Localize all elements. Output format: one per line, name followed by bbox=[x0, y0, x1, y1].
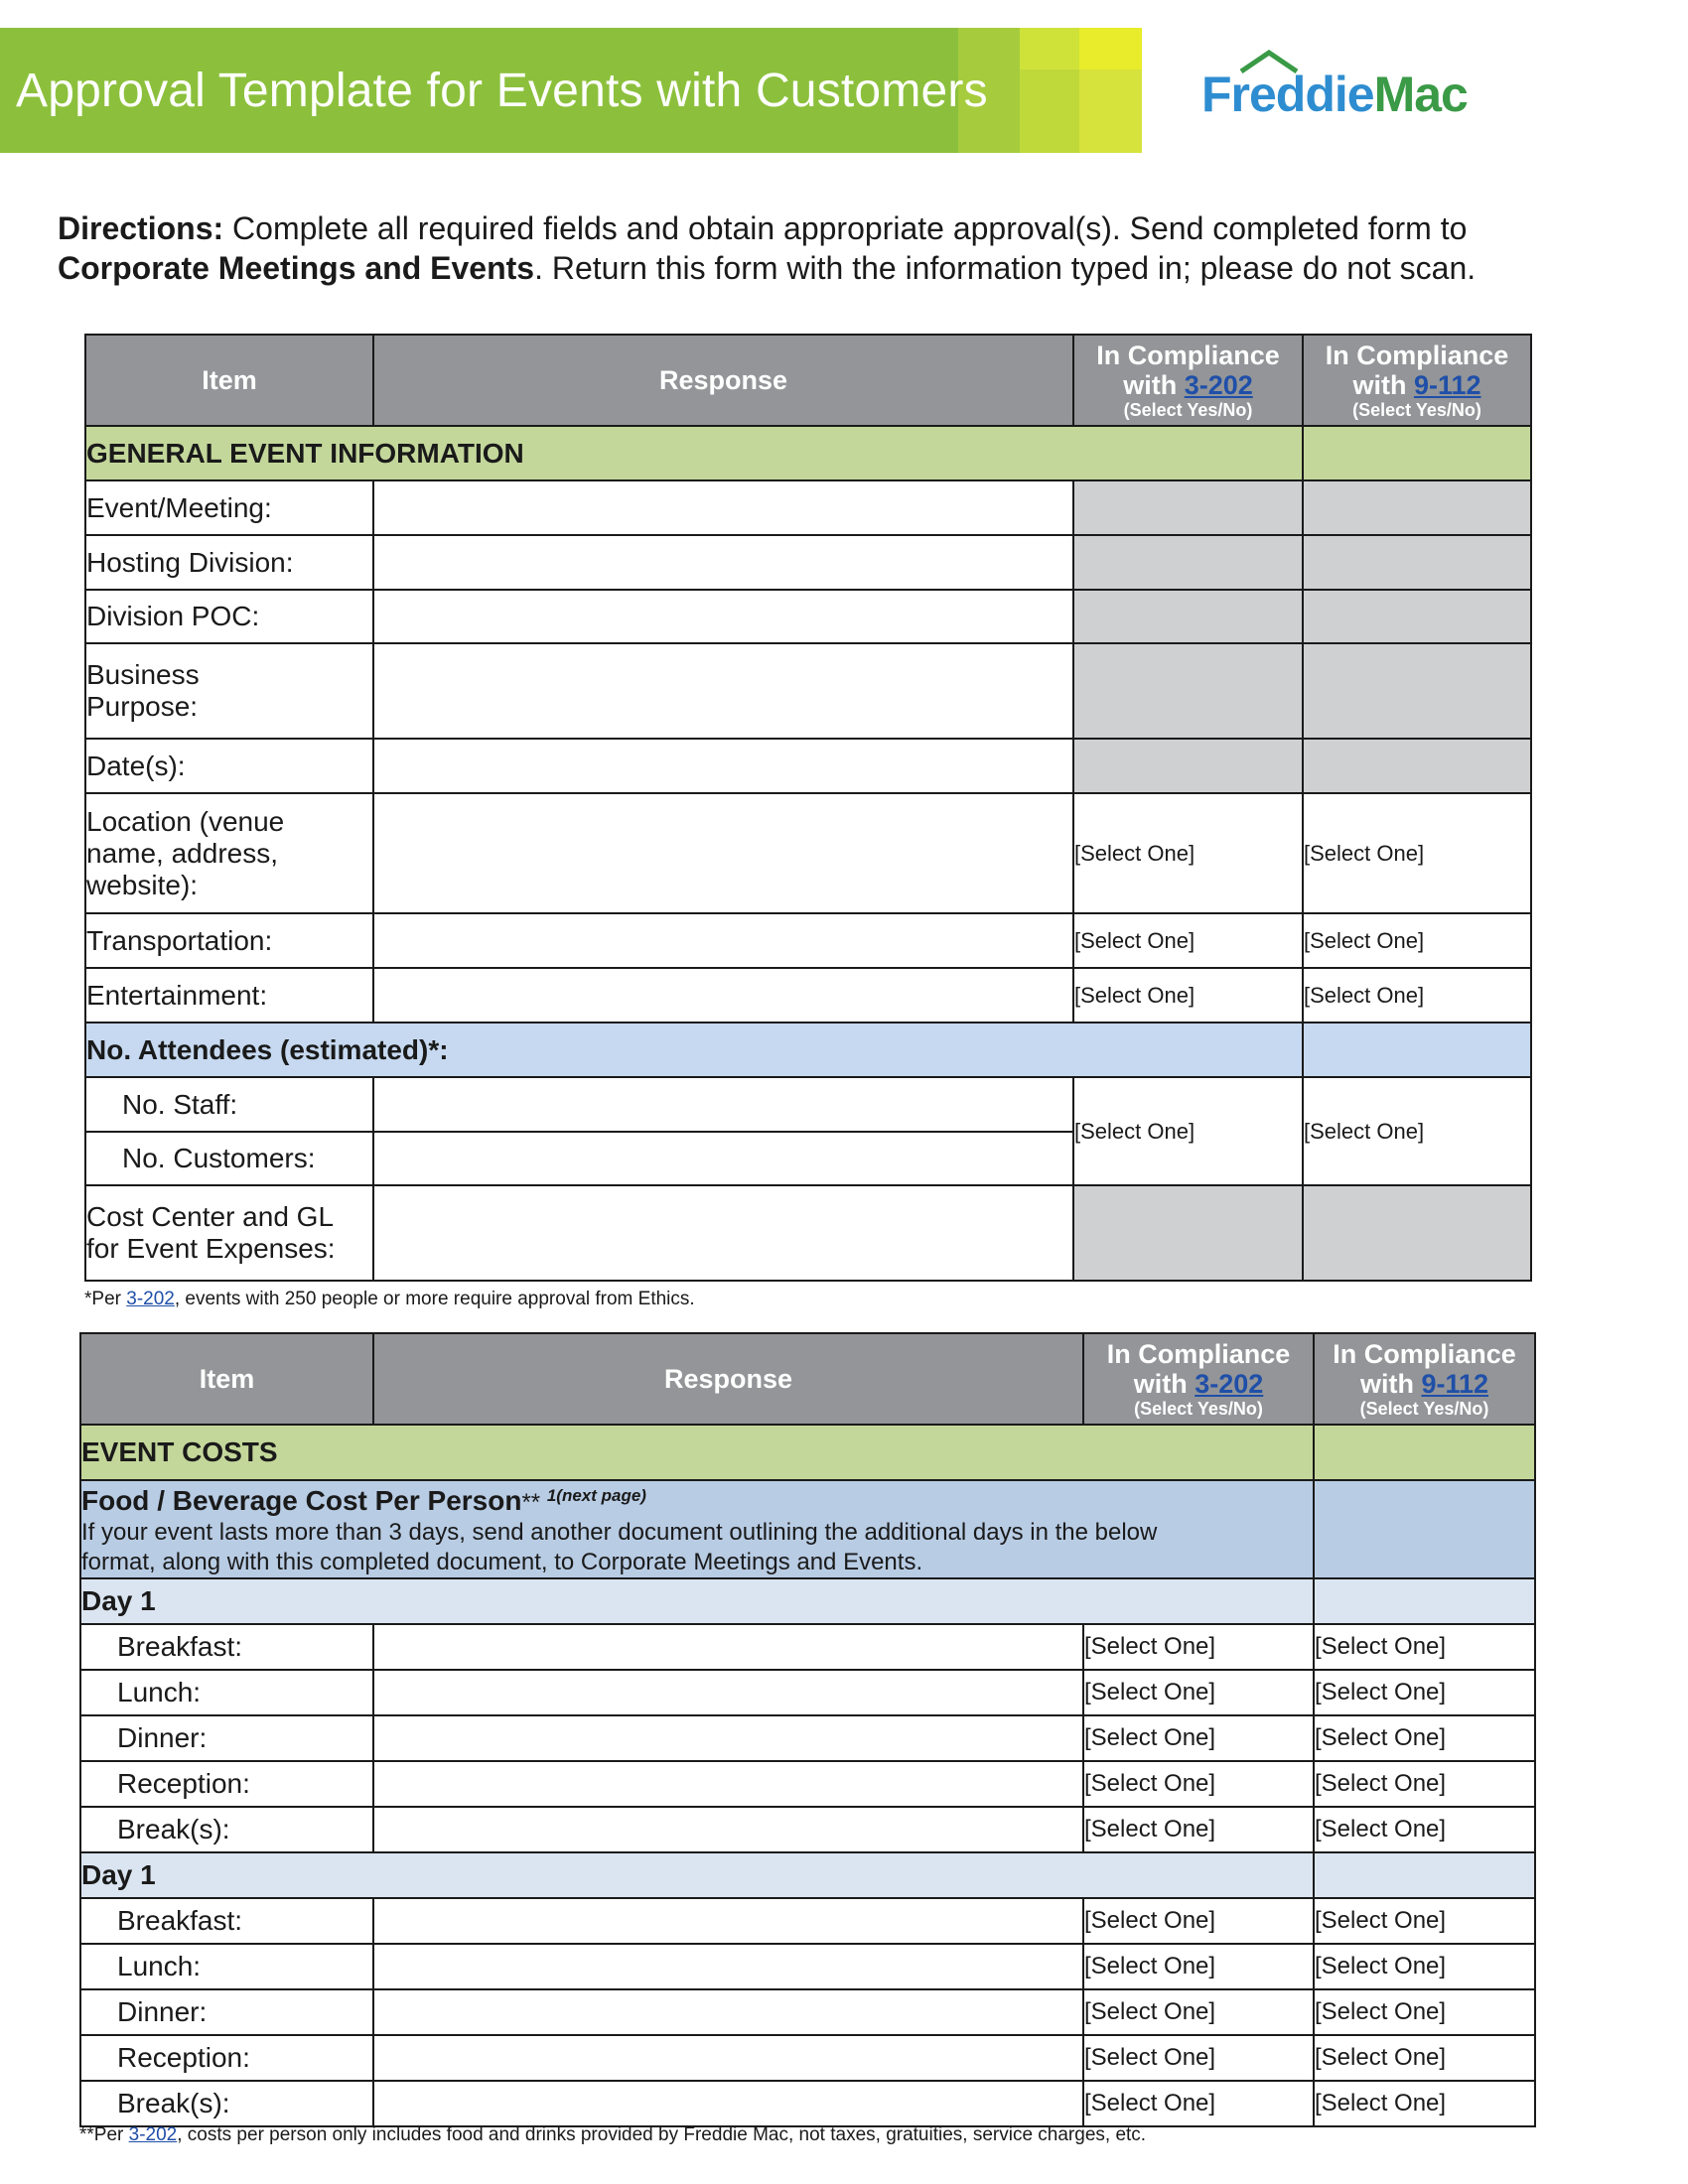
response-location[interactable] bbox=[373, 793, 1073, 913]
policy-link-3-202[interactable]: 3-202 bbox=[1195, 1369, 1264, 1399]
response-no-staff[interactable] bbox=[373, 1077, 1073, 1132]
response-meal-cost[interactable] bbox=[373, 1670, 1083, 1715]
logo-text bbox=[1201, 66, 1468, 123]
select-compliance-3-202[interactable]: [Select One] bbox=[1073, 913, 1303, 968]
select-hint: (Select Yes/No) bbox=[1134, 1399, 1263, 1419]
select-compliance-9-112[interactable]: [Select One] bbox=[1314, 1989, 1535, 2035]
select-hint: (Select Yes/No) bbox=[1352, 400, 1481, 420]
table-header-row bbox=[85, 335, 1531, 426]
table-row bbox=[80, 1807, 1535, 1852]
label-meal: Reception: bbox=[80, 1761, 373, 1807]
label-meal: Lunch: bbox=[80, 1670, 373, 1715]
response-meal-cost[interactable] bbox=[373, 1989, 1083, 2035]
section-title-attendees: No. Attendees (estimated)*: bbox=[85, 1023, 1303, 1077]
select-hint: (Select Yes/No) bbox=[1359, 1399, 1489, 1419]
column-header-compliance-9-112: In Compliance with 9-112 (Select Yes/No) bbox=[1314, 1333, 1535, 1425]
response-business-purpose[interactable] bbox=[373, 643, 1073, 739]
response-cost-center[interactable] bbox=[373, 1185, 1073, 1281]
response-meal-cost[interactable] bbox=[373, 1624, 1083, 1670]
header-banner bbox=[0, 28, 1142, 153]
section-row-attendees bbox=[85, 1023, 1531, 1077]
response-meal-cost[interactable] bbox=[373, 1761, 1083, 1807]
response-hosting-division[interactable] bbox=[373, 535, 1073, 590]
select-compliance-9-112[interactable]: [Select One] bbox=[1314, 1715, 1535, 1761]
select-compliance-3-202[interactable]: [Select One] bbox=[1083, 1624, 1314, 1670]
compliance-cell-disabled bbox=[1073, 535, 1303, 590]
directions-text-2: . Return this form with the information typed in; please do not scan. bbox=[534, 250, 1477, 286]
select-compliance-9-112[interactable]: [Select One] bbox=[1303, 1077, 1531, 1185]
table-row bbox=[80, 2035, 1535, 2081]
select-compliance-3-202[interactable]: [Select One] bbox=[1083, 2081, 1314, 2126]
table-row bbox=[80, 1944, 1535, 1989]
table-row bbox=[85, 643, 1531, 739]
section-row-costs bbox=[80, 1425, 1535, 1480]
compliance-cell-disabled bbox=[1303, 1185, 1531, 1281]
table-row bbox=[80, 1670, 1535, 1715]
select-compliance-9-112[interactable]: [Select One] bbox=[1314, 1670, 1535, 1715]
compliance-cell-disabled bbox=[1073, 739, 1303, 793]
select-compliance-3-202[interactable]: [Select One] bbox=[1083, 1898, 1314, 1944]
banner-accent-block bbox=[1079, 28, 1142, 69]
label-event-meeting: Event/Meeting: bbox=[85, 480, 373, 535]
response-meal-cost[interactable] bbox=[373, 2081, 1083, 2126]
label-transportation: Transportation: bbox=[85, 913, 373, 968]
label-cost-center: Cost Center and GL for Event Expenses: bbox=[85, 1185, 373, 1281]
day-row bbox=[80, 1578, 1535, 1624]
label-meal: Lunch: bbox=[80, 1944, 373, 1989]
label-meal: Dinner: bbox=[80, 1715, 373, 1761]
table-row bbox=[85, 535, 1531, 590]
compliance-cell-disabled bbox=[1303, 739, 1531, 793]
select-compliance-9-112[interactable]: [Select One] bbox=[1314, 1807, 1535, 1852]
compliance-cell-disabled bbox=[1073, 643, 1303, 739]
response-dates[interactable] bbox=[373, 739, 1073, 793]
compliance-cell-disabled bbox=[1303, 590, 1531, 643]
policy-link-3-202[interactable]: 3-202 bbox=[126, 1289, 175, 1309]
select-hint: (Select Yes/No) bbox=[1123, 400, 1253, 420]
response-meal-cost[interactable] bbox=[373, 1715, 1083, 1761]
select-compliance-3-202[interactable]: [Select One] bbox=[1083, 1715, 1314, 1761]
table-row bbox=[80, 1761, 1535, 1807]
response-division-poc[interactable] bbox=[373, 590, 1073, 643]
label-no-customers: No. Customers: bbox=[85, 1132, 373, 1185]
day-row bbox=[80, 1852, 1535, 1898]
section-cell bbox=[1314, 1852, 1535, 1898]
compliance-cell-disabled bbox=[1073, 480, 1303, 535]
compliance-cell-disabled bbox=[1303, 480, 1531, 535]
label-business-purpose: Business Purpose: bbox=[85, 643, 373, 739]
label-meal: Breakfast: bbox=[80, 1898, 373, 1944]
response-meal-cost[interactable] bbox=[373, 1944, 1083, 1989]
response-meal-cost[interactable] bbox=[373, 1898, 1083, 1944]
food-beverage-row bbox=[80, 1480, 1535, 1578]
freddie-mac-logo bbox=[1201, 50, 1499, 129]
label-no-staff: No. Staff: bbox=[85, 1077, 373, 1132]
select-compliance-9-112[interactable]: [Select One] bbox=[1303, 793, 1531, 913]
column-header-item: Item bbox=[80, 1333, 373, 1425]
table-row bbox=[80, 2081, 1535, 2126]
select-compliance-3-202[interactable]: [Select One] bbox=[1083, 1944, 1314, 1989]
select-compliance-3-202[interactable]: [Select One] bbox=[1083, 1807, 1314, 1852]
day-title: Day 1 bbox=[80, 1578, 1314, 1624]
general-info-table bbox=[84, 334, 1532, 1282]
table-row bbox=[85, 793, 1531, 913]
label-dates: Date(s): bbox=[85, 739, 373, 793]
select-compliance-3-202[interactable]: [Select One] bbox=[1073, 968, 1303, 1023]
section-title-general: GENERAL EVENT INFORMATION bbox=[85, 426, 1303, 480]
table-row bbox=[80, 1715, 1535, 1761]
compliance-cell-disabled bbox=[1303, 535, 1531, 590]
table-row bbox=[80, 1624, 1535, 1670]
compliance-cell-disabled bbox=[1303, 643, 1531, 739]
day-title: Day 1 bbox=[80, 1852, 1314, 1898]
table-row bbox=[85, 590, 1531, 643]
select-compliance-9-112[interactable]: [Select One] bbox=[1314, 2035, 1535, 2081]
section-title-costs: EVENT COSTS bbox=[80, 1425, 1314, 1480]
directions-label: Directions: bbox=[58, 210, 224, 246]
label-meal: Breakfast: bbox=[80, 1624, 373, 1670]
section-cell bbox=[1314, 1425, 1535, 1480]
select-compliance-9-112[interactable]: [Select One] bbox=[1303, 968, 1531, 1023]
label-meal: Break(s): bbox=[80, 2081, 373, 2126]
select-compliance-9-112[interactable]: [Select One] bbox=[1314, 1944, 1535, 1989]
table-row bbox=[80, 1898, 1535, 1944]
select-compliance-9-112[interactable]: [Select One] bbox=[1314, 1898, 1535, 1944]
select-compliance-3-202[interactable]: [Select One] bbox=[1073, 793, 1303, 913]
table-row bbox=[85, 739, 1531, 793]
directions-text: Complete all required fields and obtain appropriate approval(s). Send completed form to bbox=[223, 210, 1468, 246]
table-row bbox=[80, 1989, 1535, 2035]
policy-link-3-202[interactable]: 3-202 bbox=[1184, 370, 1253, 400]
table-row bbox=[85, 968, 1531, 1023]
column-header-compliance-3-202: In Compliance with 3-202 (Select Yes/No) bbox=[1083, 1333, 1314, 1425]
policy-link-9-112[interactable]: 9-112 bbox=[1413, 370, 1481, 400]
page-title: Approval Template for Events with Customers bbox=[16, 65, 988, 117]
section-cell bbox=[1314, 1578, 1535, 1624]
label-entertainment: Entertainment: bbox=[85, 968, 373, 1023]
section-cell bbox=[1314, 1480, 1535, 1578]
table-row bbox=[85, 913, 1531, 968]
select-compliance-9-112[interactable]: [Select One] bbox=[1303, 913, 1531, 968]
footnote-costs: **Per 3-202, costs per person only includes food and drinks provided by Freddie Mac, not taxes, gratuities, service charges, etc. bbox=[79, 2124, 1147, 2145]
response-meal-cost[interactable] bbox=[373, 1807, 1083, 1852]
logo-text-freddie: Freddie bbox=[1201, 67, 1374, 122]
column-header-compliance-3-202: In Compliance with 3-202 (Select Yes/No) bbox=[1073, 335, 1303, 426]
compliance-cell-disabled bbox=[1073, 1185, 1303, 1281]
select-compliance-9-112[interactable]: [Select One] bbox=[1314, 1624, 1535, 1670]
table-header-row bbox=[80, 1333, 1535, 1425]
table-row bbox=[85, 480, 1531, 535]
footnote-attendees: *Per 3-202, events with 250 people or more require approval from Ethics. bbox=[84, 1289, 695, 1309]
directions-recipient: Corporate Meetings and Events bbox=[58, 250, 535, 286]
directions bbox=[58, 208, 1646, 288]
food-beverage-instructions: Food / Beverage Cost Per Person** $^{1(next page)}$ If your event lasts more than 3 days, send another document outlining the additional days in the below format, along with this completed document, to Corporate Meetings and Events. bbox=[80, 1480, 1314, 1578]
response-meal-cost[interactable] bbox=[373, 2035, 1083, 2081]
column-header-response: Response bbox=[373, 1333, 1083, 1425]
label-hosting-division: Hosting Division: bbox=[85, 535, 373, 590]
label-meal: Break(s): bbox=[80, 1807, 373, 1852]
select-compliance-3-202[interactable]: [Select One] bbox=[1083, 1989, 1314, 2035]
event-costs-table bbox=[79, 1332, 1536, 2127]
select-compliance-3-202[interactable]: [Select One] bbox=[1083, 1670, 1314, 1715]
select-compliance-3-202[interactable]: [Select One] bbox=[1073, 1077, 1303, 1185]
select-compliance-3-202[interactable]: [Select One] bbox=[1083, 2035, 1314, 2081]
column-header-response: Response bbox=[373, 335, 1073, 426]
response-transportation[interactable] bbox=[373, 913, 1073, 968]
policy-link-3-202[interactable]: 3-202 bbox=[128, 2124, 178, 2145]
select-compliance-3-202[interactable]: [Select One] bbox=[1083, 1761, 1314, 1807]
section-row-general bbox=[85, 426, 1531, 480]
column-header-compliance-9-112: In Compliance with 9-112 (Select Yes/No) bbox=[1303, 335, 1531, 426]
section-cell bbox=[1303, 426, 1531, 480]
logo-text-mac: Mac bbox=[1373, 67, 1468, 122]
select-compliance-9-112[interactable]: [Select One] bbox=[1314, 1761, 1535, 1807]
footnote-ref: 1(next page) bbox=[546, 1486, 646, 1505]
label-meal: Dinner: bbox=[80, 1989, 373, 2035]
table-row bbox=[85, 1185, 1531, 1281]
column-header-item: Item bbox=[85, 335, 373, 426]
select-compliance-9-112[interactable]: [Select One] bbox=[1314, 2081, 1535, 2126]
label-meal: Reception: bbox=[80, 2035, 373, 2081]
compliance-cell-disabled bbox=[1073, 590, 1303, 643]
label-location: Location (venue name, address, website): bbox=[85, 793, 373, 913]
food-beverage-title: Food / Beverage Cost Per Person bbox=[81, 1485, 522, 1516]
response-event-meeting[interactable] bbox=[373, 480, 1073, 535]
section-cell bbox=[1303, 1023, 1531, 1077]
policy-link-9-112[interactable]: 9-112 bbox=[1421, 1369, 1489, 1399]
table-row bbox=[85, 1077, 1531, 1132]
response-entertainment[interactable] bbox=[373, 968, 1073, 1023]
label-division-poc: Division POC: bbox=[85, 590, 373, 643]
response-no-customers[interactable] bbox=[373, 1132, 1073, 1185]
